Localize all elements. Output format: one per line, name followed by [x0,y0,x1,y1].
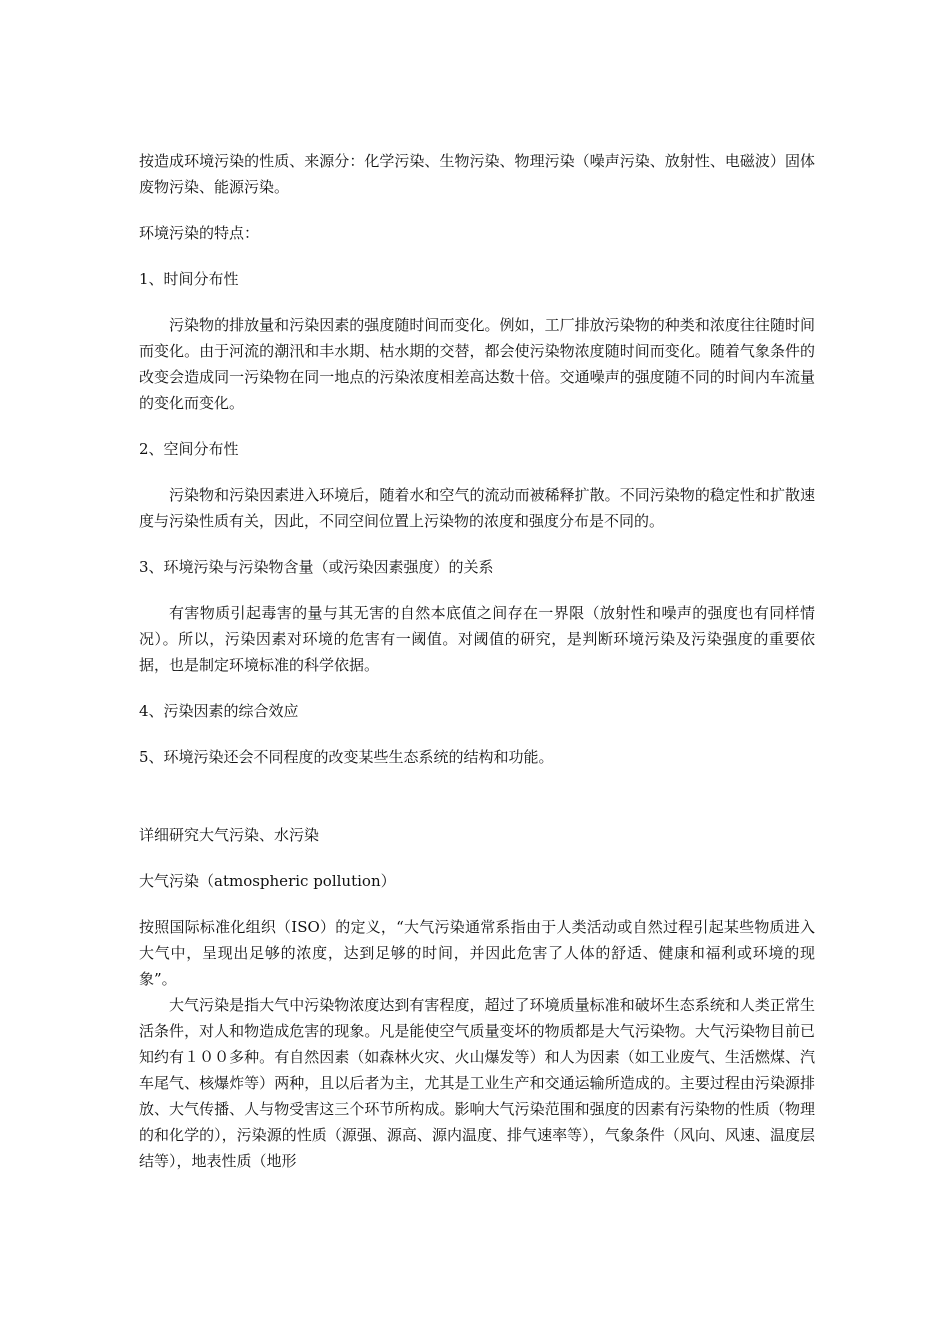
document-page [139,148,815,1174]
paragraph-classification: 按造成环境污染的性质、来源分：化学污染、生物污染、物理污染（噪声污染、放射性、电磁波）固体废物污染、能源污染。 [139,152,815,196]
heading-characteristics: 环境污染的特点： [139,224,260,242]
paragraph-time-distribution: 污染物的排放量和污染因素的强度随时间而变化。例如，工厂排放污染物的种类和浓度往往随时间而变化。由于河流的潮汛和丰水期、枯水期的交替，都会使污染物浓度随时间而变化。随着气象条件的改变会造成同一污染物在同一地点的污染浓度相差高达数十倍。交通噪声的强度随不同的时间内车流量的变化而变化。 [139,316,815,412]
heading-atmospheric-pollution: 大气污染（atmospheric pollution） [139,872,396,890]
paragraph-space-distribution: 污染物和污染因素进入环境后，随着水和空气的流动而被稀释扩散。不同污染物的稳定性和扩散速度与污染性质有关，因此，不同空间位置上污染物的浓度和强度分布是不同的。 [139,486,815,530]
paragraph-air-pollution-detail: 大气污染是指大气中污染物浓度达到有害程度，超过了环境质量标准和破坏生态系统和人类正常生活条件，对人和物造成危害的现象。凡是能使空气质量变坏的物质都是大气污染物。大气污染物目前已知约有１００多种。有自然因素（如森林火灾、火山爆发等）和人为因素（如工业废气、生活燃煤、汽车尾气、核爆炸等）两种，且以后者为主，尤其是工业生产和交通运输所造成的。主要过程由污染源排放、大气传播、人与物受害这三个环节所构成。影响大气污染范围和强度的因素有污染物的性质（物理的和化学的），污染源的性质（源强、源高、源内温度、排气速率等），气象条件（风向、风速、温度层结等），地表性质（地形 [139,996,815,1170]
heading-detailed-study: 详细研究大气污染、水污染 [139,826,320,844]
heading-content-relation: 3、环境污染与污染物含量（或污染因素强度）的关系 [139,558,494,576]
paragraph-content-relation: 有害物质引起毒害的量与其无害的自然本底值之间存在一界限（放射性和噪声的强度也有同样情况）。所以，污染因素对环境的危害有一阈值。对阈值的研究，是判断环境污染及污染强度的重要依据，也是制定环境标准的科学依据。 [139,604,815,674]
heading-space-distribution: 2、空间分布性 [139,440,239,458]
paragraph-iso-definition: 按照国际标准化组织（ISO）的定义，“大气污染通常系指由于人类活动或自然过程引起某些物质进入大气中，呈现出足够的浓度，达到足够的时间，并因此危害了人体的舒适、健康和福利或环境的现象”。 [139,918,815,988]
heading-combined-effect: 4、污染因素的综合效应 [139,702,299,720]
heading-ecosystem-change: 5、环境污染还会不同程度的改变某些生态系统的结构和功能。 [139,748,554,766]
heading-time-distribution: 1、时间分布性 [139,270,239,288]
